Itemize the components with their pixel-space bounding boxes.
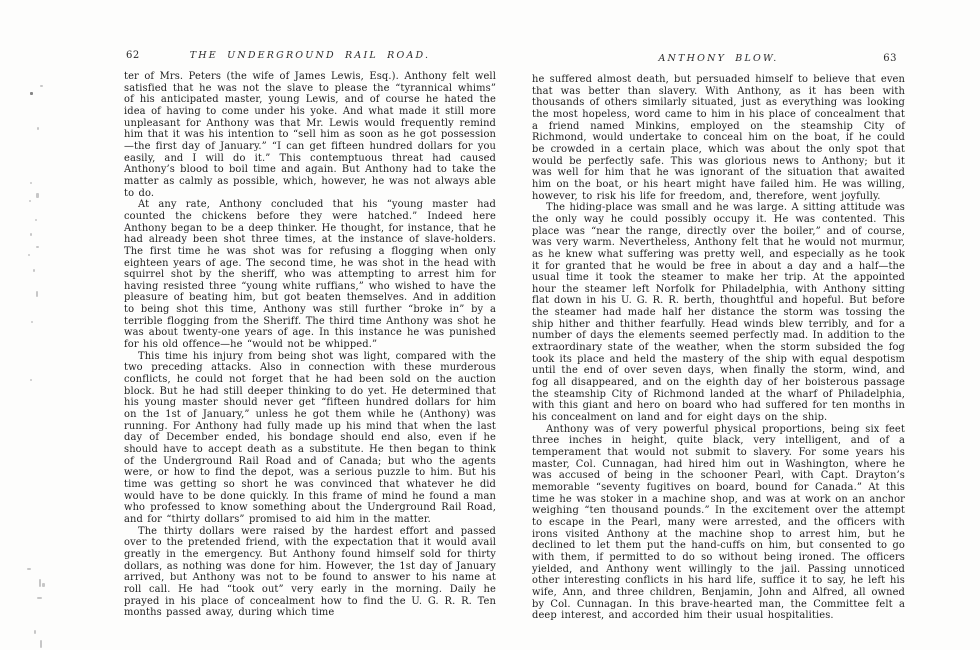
page-number-left: 62 bbox=[126, 50, 140, 61]
scan-speckle bbox=[37, 127, 39, 130]
scan-speckle bbox=[40, 640, 42, 648]
scan-speckle bbox=[35, 219, 37, 221]
scan-speckle bbox=[42, 583, 45, 587]
scan-speckle bbox=[29, 200, 31, 202]
scan-speckle bbox=[40, 85, 43, 87]
page-number-right: 63 bbox=[883, 53, 897, 64]
scan-speckle bbox=[36, 193, 39, 198]
scan-speckle bbox=[33, 269, 35, 272]
scan-speckle bbox=[39, 579, 41, 587]
scan-speckle bbox=[27, 568, 31, 570]
scan-speckle bbox=[34, 630, 36, 634]
page-right-header bbox=[532, 53, 905, 69]
paragraph: The hiding-place was small and he was large. A sitting attitude was the only way he could possibly occupy it. He was contented. This place was “near the range, directly over the boiler,” and of course, was very warm. Nevertheless, Anthony felt that he would not murmur, as he knew what suffering was pretty well, and especially as he took it for granted that he would be free in about a day and a half—the usual time it took the steamer to make her trip. At the appointed hour the steamer left Norfolk for Philadelphia, with Anthony sitting flat down in his U. G. R. R. berth, thoughtful and hopeful. But before the steamer had made half her distance the storm was tossing the ship hither and thither fearfully. Head winds blew terribly, and for a number of days the elements seemed perfectly mad. In addition to the extraordinary state of the weather, when the storm subsided the fog took its place and held the mastery of the ship with equal despotism until the end of over seven days, when finally the storm, wind, and fog all disappeared, and on the eighth day of her boisterous passage the steamship City of Richmond landed at the wharf of Philadelphia, with this giant and hero on board who had suffered for ten months in his concealment on land and for eight days on the ship. bbox=[532, 202, 905, 424]
page-left bbox=[124, 50, 496, 619]
page-left-header bbox=[124, 50, 496, 66]
scan-speckle bbox=[30, 92, 33, 95]
running-head-left: THE UNDERGROUND RAIL ROAD. bbox=[189, 50, 431, 61]
page-right bbox=[532, 53, 905, 622]
paragraph: he suffered almost death, but persuaded himself to believe that even that was better than slavery. With Anthony, as it has been with thousands of others similarly situated, just as everything was looking the most hopeless, word came to him in his place of concealment that a friend named Minkins, employed on the steamship City of Richmond, would undertake to conceal him on the boat, if he could be crowded in a certain place, which was about the only spot that would be perfectly safe. This was glorious news to Anthony; but it was well for him that he was ignorant of the situation that awaited him on the boat, or his heart might have failed him. He was willing, however, to risk his life for freedom, and, therefore, went joyfully. bbox=[532, 74, 905, 202]
page-left-body bbox=[124, 71, 496, 619]
running-head-right: ANTHONY BLOW. bbox=[658, 53, 779, 64]
scan-speckle bbox=[37, 597, 42, 599]
scan-speckle bbox=[30, 182, 32, 184]
paragraph: At any rate, Anthony concluded that his “young master had counted the chickens before they were hatched.” Indeed here Anthony began to be a deep thinker. He thought, for instance, that he had already been shot three times, at the instance of slave-holders. The first time he was shot was for refusing a flogging when only eighteen years of age. The second time, he was shot in the head with squirrel shot by the sheriff, who was attempting to arrest him for having resisted three “young white ruffians,” who wished to have the pleasure of beating him, but got beaten themselves. And in addition to being shot this time, Anthony was still further “broke in” by a terrible flogging from the Sheriff. The third time Anthony was shot he was about twenty-one years of age. In this instance he was punished for his old offence—he “would not be whipped.” bbox=[124, 199, 496, 351]
scan-speckle bbox=[31, 321, 33, 323]
scan-speckle bbox=[30, 379, 32, 381]
paragraph: Anthony was of very powerful physical proportions, being six feet three inches in height, quite black, very intelligent, and of a temperament that would not submit to slavery. For some years his master, Col. Cunnagan, had hired him out in Washington, where he was accused of being in the schooner Pearl, with Capt. Drayton’s memorable “seventy fugitives on board, bound for Canada.” At this time he was stoker in a machine shop, and was at work on an anchor weighing “ten thousand pounds.” In the excitement over the attempt to escape in the Pearl, many were arrested, and the officers with irons visited Anthony at the machine shop to arrest him, but he declined to let them put the hand-cuffs on him, but consented to go with them, if permitted to do so without being ironed. The officers yielded, and Anthony went willingly to the jail. Passing unnoticed other interesting conflicts in his hard life, suffice it to say, he left his wife, Ann, and three children, Benjamin, John and Alfred, all owned by Col. Cunnagan. In this brave-hearted man, the Committee felt a deep interest, and accorded him their usual hospitalities. bbox=[532, 423, 905, 622]
scan-speckle bbox=[30, 233, 32, 236]
scan-speckle bbox=[36, 291, 38, 297]
paragraph: This time his injury from being shot was light, compared with the two preceding attacks. Also in connection with these murderous conflicts, he could not forget that he had been sold on the auction block. But he had still deeper thinking to do yet. He determined that his young master should never get “fifteen hundred dollars for him on the 1st of January,” unless he got them while he (Anthony) was running. For Anthony had fully made up his mind that when the last day of December ended, his bondage should end also, even if he should have to accept death as a substitute. He then began to think of the Underground Rail Road and of Canada; but who the agents were, or how to find the depot, was a serious puzzle to him. But his time was getting so short he was convinced that whatever he did would have to be done quickly. In this frame of mind he found a man who professed to know something about the Underground Rail Road, and for “thirty dollars” promised to aid him in the matter. bbox=[124, 350, 496, 525]
paragraph: ter of Mrs. Peters (the wife of James Lewis, Esq.). Anthony felt well satisfied that he was not the slave to please the “tyrannical whims” of his anticipated master, young Lewis, and of course he hated the idea of having to come under his yoke. And what made it still more unpleasant for Anthony was that Mr. Lewis would frequently remind him that it was his intention to “sell him as soon as he got possession—the first day of January.” “I can get fifteen hundred dollars for you easily, and I will do it.” This contemptuous threat had caused Anthony’s blood to boil time and again. But Anthony had to take the matter as calmly as possible, which, however, he was not always able to do. bbox=[124, 71, 496, 199]
scan-speckle bbox=[28, 254, 30, 256]
paragraph: The thirty dollars were raised by the hardest effort and passed over to the pretended friend, with the expectation that it would avail greatly in the emergency. But Anthony found himself sold for thirty dollars, as nothing was done for him. However, the 1st day of January arrived, but Anthony was not to be found to answer to his name at roll call. He had “took out” very early in the morning. Daily he prayed in his place of concealment how to find the U. G. R. R. Ten months passed away, during which time bbox=[124, 525, 496, 619]
scan-speckle bbox=[36, 246, 39, 248]
page-right-body bbox=[532, 74, 905, 622]
